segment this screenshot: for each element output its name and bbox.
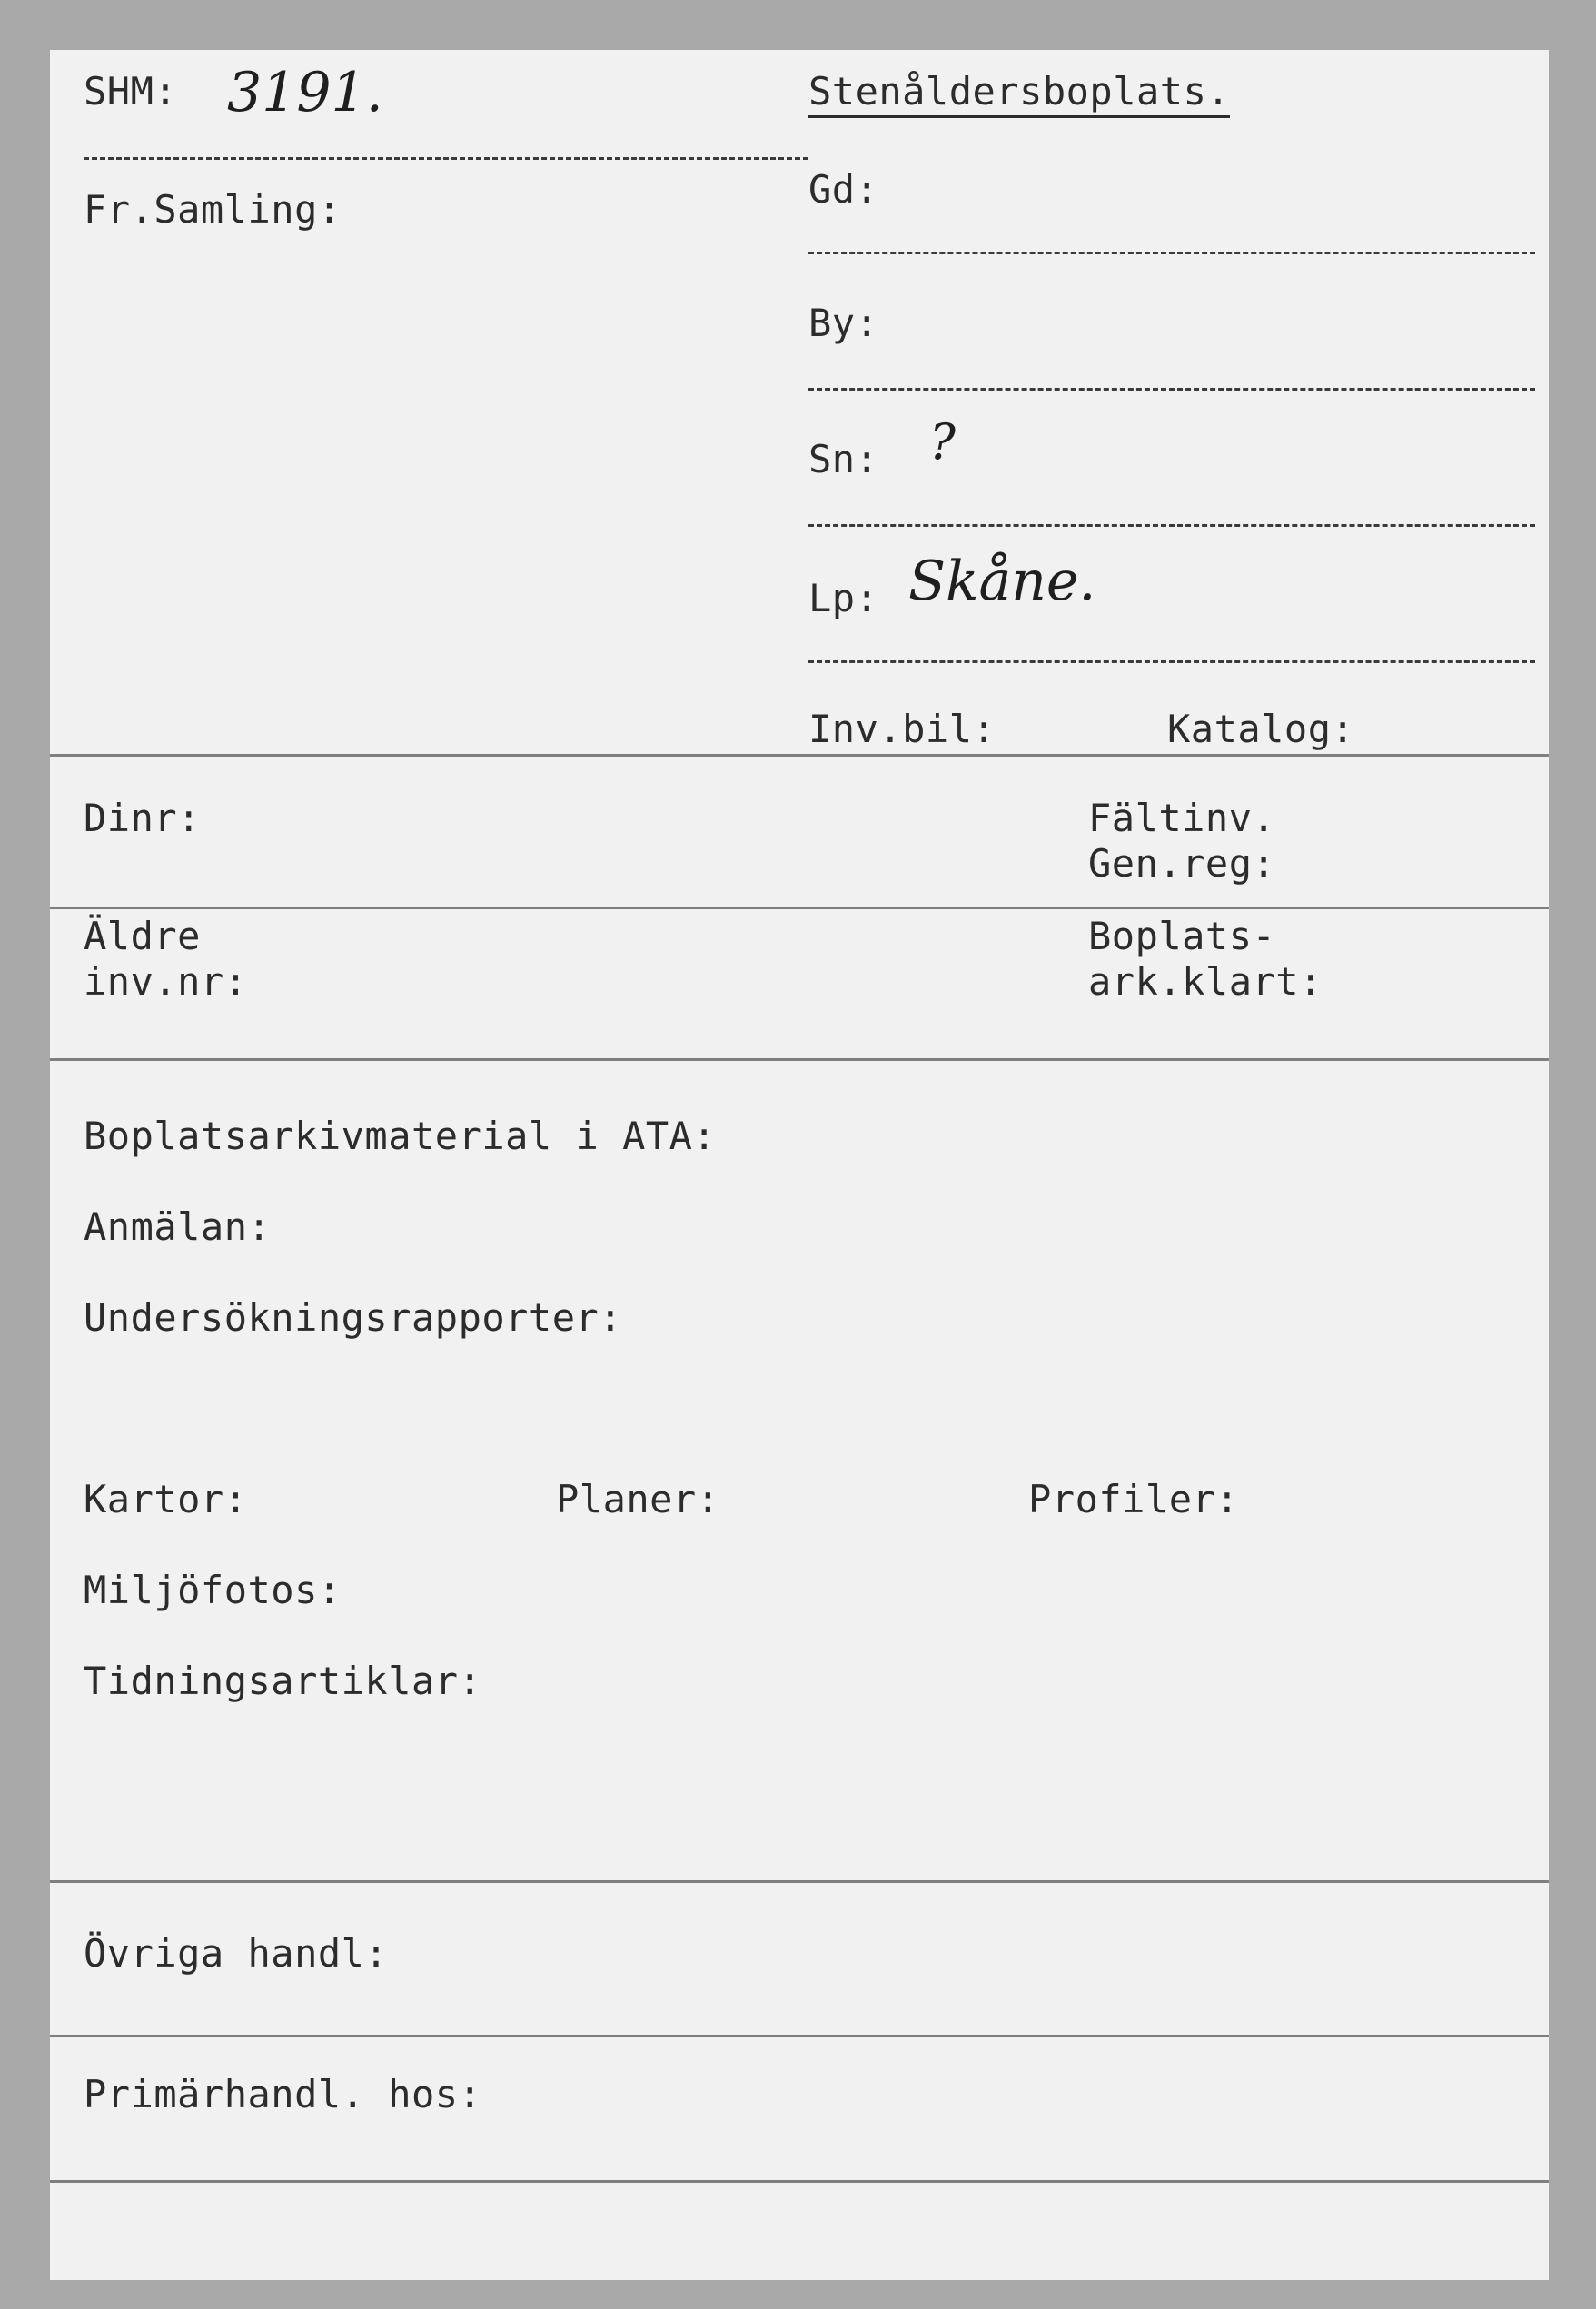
kartor-label: Kartor: [84, 1477, 248, 1521]
katalog-label: Katalog: [1167, 707, 1355, 751]
gd-line [808, 252, 1535, 254]
rapporter-label: Undersökningsrapporter: [84, 1295, 623, 1340]
shm-label: SHM: [84, 69, 178, 114]
profiler-label: Profiler: [1028, 1477, 1240, 1521]
section-divider-3 [50, 1058, 1549, 1061]
archive-heading: Boplatsarkivmaterial i ATA: [84, 1114, 717, 1158]
miljofotos-label: Miljöfotos: [84, 1568, 342, 1612]
tidning-label: Tidningsartiklar: [84, 1659, 482, 1703]
card-title: Stenåldersboplats. [808, 68, 1230, 118]
aldre-label-line1: Äldre [84, 914, 201, 958]
lp-label: Lp: [808, 576, 879, 620]
section-divider-4 [50, 1880, 1549, 1883]
lp-line [808, 660, 1535, 663]
planer-label: Planer: [556, 1477, 720, 1521]
section-divider-5 [50, 2035, 1549, 2037]
shm-number-handwritten: 3191. [227, 61, 383, 124]
ovriga-label: Övriga handl: [84, 1931, 389, 1976]
sn-label: Sn: [808, 437, 879, 481]
sn-line [808, 524, 1535, 527]
fr-samling-label: Fr.Samling: [84, 187, 342, 232]
by-line [808, 388, 1535, 391]
by-label: By: [808, 301, 879, 345]
section-divider-6 [50, 2180, 1549, 2183]
shm-divider [84, 157, 808, 160]
boplats-label-line2: ark.klart: [1088, 959, 1323, 1004]
sn-value-handwritten: ? [929, 413, 956, 471]
aldre-label-line2: inv.nr: [84, 959, 248, 1004]
section-divider-2 [50, 907, 1549, 909]
inv-bil-label: Inv.bil: [808, 707, 996, 751]
index-card [50, 50, 1549, 2280]
section-divider-1 [50, 754, 1549, 757]
boplats-label-line1: Boplats- [1088, 914, 1276, 958]
genreg-label: Gen.reg: [1088, 841, 1276, 886]
primar-label: Primärhandl. hos: [84, 2072, 482, 2116]
lp-value-handwritten: Skåne. [908, 550, 1096, 613]
anmalan-label: Anmälan: [84, 1204, 272, 1249]
faltinv-label: Fältinv. [1088, 796, 1276, 840]
dinr-label: Dinr: [84, 796, 201, 840]
gd-label: Gd: [808, 167, 879, 212]
